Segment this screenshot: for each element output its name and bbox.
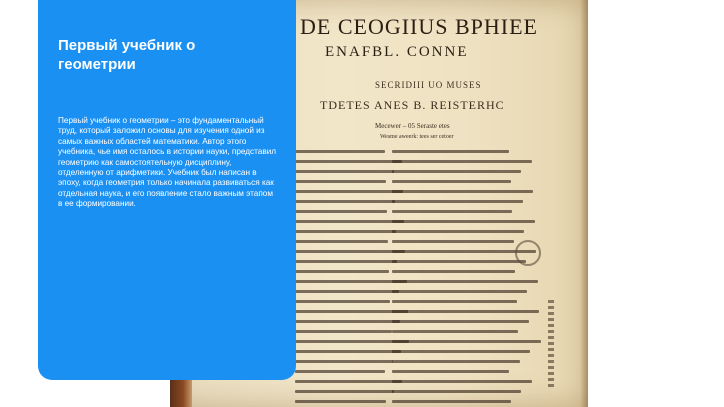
scan-text-line <box>392 220 535 223</box>
scan-text-line <box>295 220 404 223</box>
scan-text-line <box>392 230 524 233</box>
scan-line-4: Wesme aweerk: tees ser cetoer <box>380 134 454 140</box>
scan-text-line <box>392 360 520 363</box>
scan-text-line <box>295 250 405 253</box>
scan-text-line <box>295 190 403 193</box>
scan-text-line <box>295 160 402 163</box>
scan-text-line <box>392 330 518 333</box>
side-margin-marks <box>548 300 554 390</box>
scan-text-line <box>295 150 385 153</box>
scan-text-line <box>392 190 533 193</box>
slide-title: Первый учебник о геометрии <box>58 37 196 73</box>
scan-text-line <box>295 290 399 293</box>
scan-text-line <box>392 210 512 213</box>
scan-text-line <box>295 210 387 213</box>
scan-line-2: TDETES ANES B. REISTERHC <box>320 98 505 112</box>
scan-text-line <box>392 370 509 373</box>
page-edge-shadow <box>580 0 588 407</box>
scan-text-line <box>295 280 407 283</box>
scan-text-line <box>295 230 396 233</box>
scan-text-line <box>392 180 511 183</box>
scan-text-line <box>392 170 521 173</box>
scan-text-line <box>295 360 393 363</box>
scan-text-line <box>295 300 390 303</box>
scan-text-line <box>392 150 509 153</box>
scan-text-line <box>295 310 408 313</box>
scan-text-line <box>392 380 532 383</box>
scan-text-line <box>295 370 385 373</box>
scan-text-line <box>295 330 392 333</box>
scan-text-line <box>295 200 395 203</box>
scan-text-line <box>295 390 394 393</box>
scan-text-line <box>392 160 532 163</box>
scan-line-1: SECRIDIII UO MUSES <box>375 80 482 90</box>
scan-text-line <box>295 240 388 243</box>
scan-subtitle: ENAFBL. CONNE <box>325 44 469 60</box>
scan-text-line <box>295 180 386 183</box>
scan-text-line <box>392 240 514 243</box>
slide-body-text: Первый учебник о геометрии – это фундаментальный труд, который заложил основы для изучения одной из самых важных областей математики. Автор этого учебника, чье имя осталось в истории науки, представил геометрию как самостоятельную дисциплину, отделенную от арифметики. Учебник был написан в эпоху, когда геометрия только начинала развиваться как отдельная наука, и его появление стало важным этапом в ее формировании. <box>58 116 277 209</box>
scan-text-line <box>295 380 402 383</box>
scan-text-line <box>295 170 394 173</box>
scan-line-3: Mecewer – 05 Seraste etes <box>375 122 450 130</box>
scan-text-line <box>392 270 515 273</box>
scan-text-line <box>392 300 517 303</box>
info-panel <box>38 0 296 380</box>
scan-title: DE CEOGIIUS BPHIEE <box>300 14 538 39</box>
scan-text-line <box>392 260 526 263</box>
scan-text-column-right <box>392 150 542 407</box>
scan-text-line <box>392 280 538 283</box>
scan-text-line <box>392 320 529 323</box>
scan-text-line <box>295 400 386 403</box>
scan-text-line <box>295 350 401 353</box>
scan-text-line <box>295 260 397 263</box>
scan-text-line <box>295 270 389 273</box>
scan-text-line <box>392 290 527 293</box>
scan-text-line <box>392 310 539 313</box>
scan-text-line <box>392 400 511 403</box>
scan-text-line <box>392 200 523 203</box>
stamp-seal-icon <box>515 240 541 266</box>
scan-text-line <box>392 350 530 353</box>
scan-text-line <box>392 340 541 343</box>
scan-text-line <box>392 390 521 393</box>
scan-text-line <box>295 320 400 323</box>
